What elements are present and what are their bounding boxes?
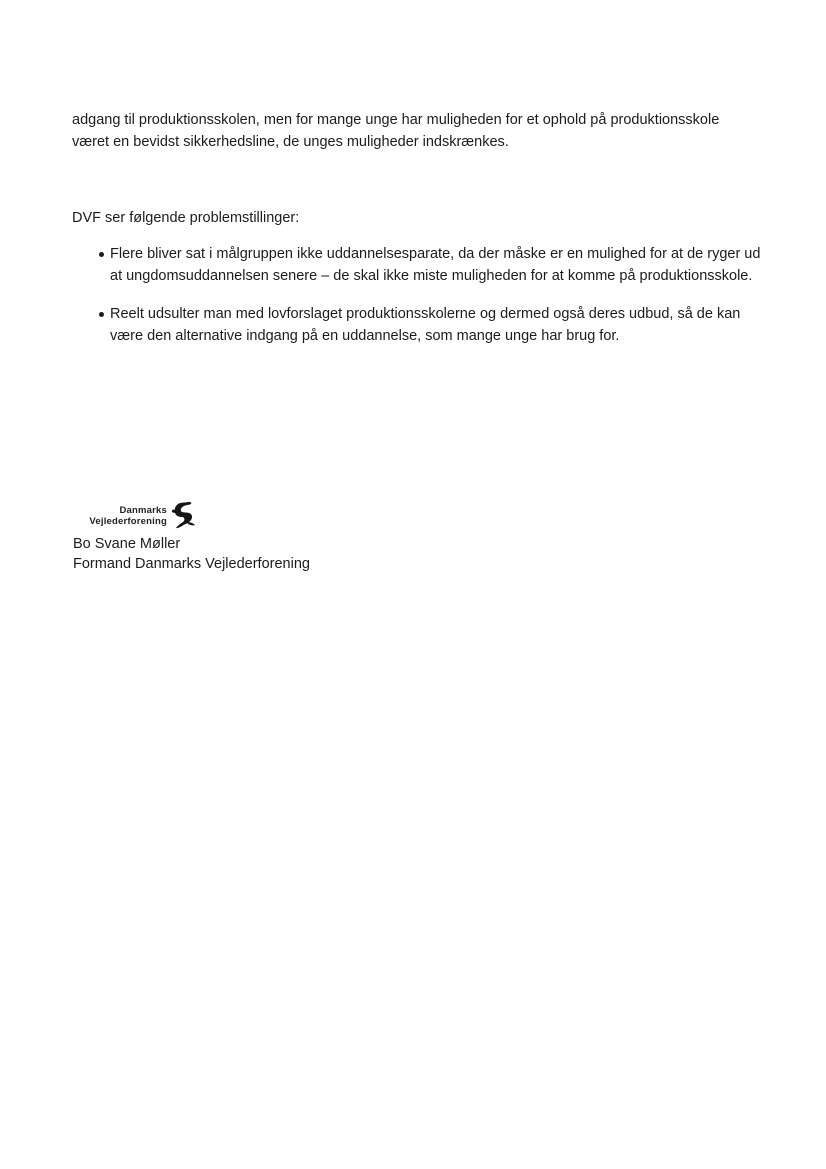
- logo-line-vejlederforening: Vejlederforening: [89, 516, 167, 527]
- list-item-text: Reelt udsulter man med lovforslaget produktionsskolerne og dermed også deres udbud, så de kan være den alternative indgang på en uddannelse, som mange unge har brug for.: [110, 306, 741, 344]
- logo-line-danmarks: Danmarks: [119, 505, 167, 516]
- dvf-figure-icon: [170, 501, 196, 529]
- signatory-title: Formand Danmarks Vejlederforening: [73, 556, 310, 572]
- list-item: [72, 243, 762, 287]
- signature-block: [73, 500, 473, 574]
- bullet-icon: [99, 312, 104, 317]
- paragraph-intro: adgang til produktionsskolen, men for mange unge har muligheden for et ophold på produktionsskole været en bevidst sikkerhedsline, de unges muligheder indskrænkes.: [72, 112, 720, 150]
- signatory-name: Bo Svane Møller: [73, 536, 181, 552]
- dvf-logo: [73, 500, 213, 534]
- bullet-icon: [99, 252, 104, 257]
- logo-text: [73, 505, 167, 527]
- paragraph-problems-heading: DVF ser følgende problemstillinger:: [72, 210, 300, 226]
- list-item: [72, 303, 762, 347]
- list-item-text: Flere bliver sat i målgruppen ikke uddannelsesparate, da der måske er en mulighed for at de ryger ud at ungdomsuddannelsen senere – de skal ikke miste muligheden for at komme på produktionsskole.: [110, 246, 761, 284]
- problem-list: [72, 243, 762, 363]
